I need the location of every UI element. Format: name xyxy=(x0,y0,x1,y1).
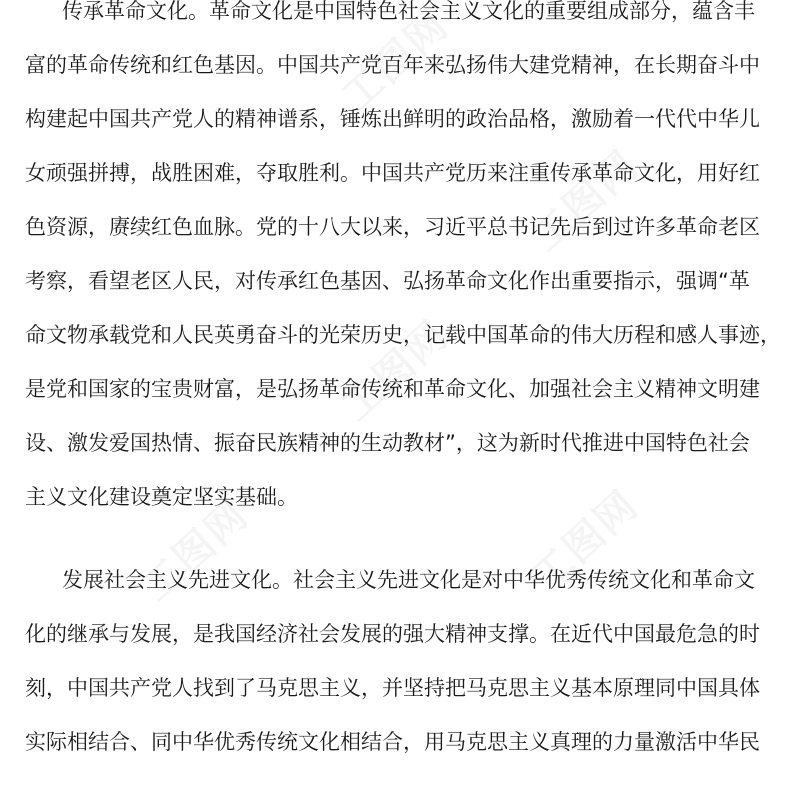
text-line: 实际相结合、同中华优秀传统文化相结合，用马克思主义真理的力量激活中华民 xyxy=(25,730,760,754)
text-line: 色资源，赓续红色血脉。党的十八大以来，习近平总书记先后到过许多革命老区 xyxy=(25,215,760,239)
text-line: 是党和国家的宝贵财富，是弘扬革命传统和革命文化、加强社会主义精神文明建 xyxy=(25,377,760,401)
text-line: 主义文化建设奠定坚实基础。 xyxy=(25,485,298,509)
text-line: 发展社会主义先进文化。社会主义先进文化是对中华优秀传统文化和革命文 xyxy=(62,568,755,592)
text-line: 传承革命文化。革命文化是中国特色社会主义文化的重要组成部分，蕴含丰 xyxy=(62,0,755,23)
text-line: 化的继承与发展，是我国经济社会发展的强大精神支撑。在近代中国最危急的时 xyxy=(25,622,760,646)
text-line: 命文物承载党和人民英勇奋斗的光荣历史，记载中国革命的伟大历程和感人事迹， xyxy=(25,323,781,347)
text-line: 设、激发爱国热情、振奋民族精神的生动教材”，这为新时代推进中国特色社会 xyxy=(25,431,750,455)
text-line: 富的革命传统和红色基因。中国共产党百年来弘扬伟大建党精神，在长期奋斗中 xyxy=(25,53,760,77)
text-line: 考察，看望老区人民，对传承红色基因、弘扬革命文化作出重要指示，强调“革 xyxy=(25,269,750,293)
text-line: 构建起中国共产党人的精神谱系，锤炼出鲜明的政治品格，激励着一代代中华儿 xyxy=(25,107,760,131)
text-line: 刻，中国共产党人找到了马克思主义，并坚持把马克思主义基本原理同中国具体 xyxy=(25,676,760,700)
text-line: 女顽强拼搏，战胜困难，夺取胜利。中国共产党历来注重传承革命文化，用好红 xyxy=(25,161,760,185)
watermark xyxy=(517,135,649,262)
